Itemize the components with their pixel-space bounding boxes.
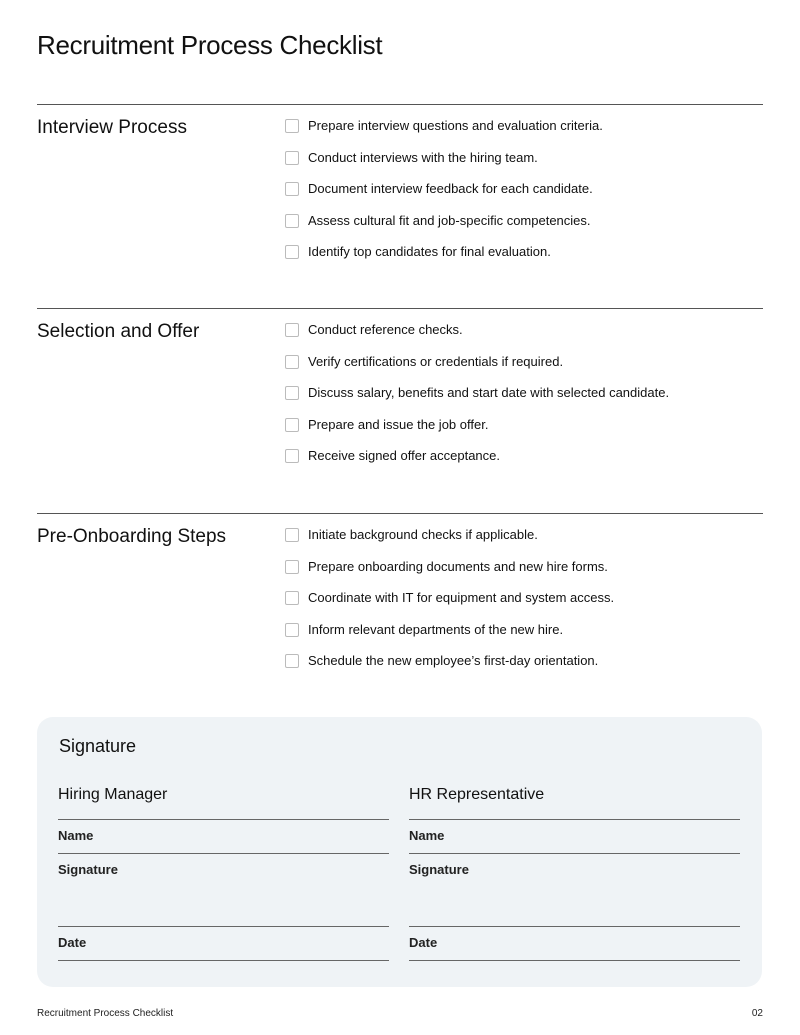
page-number: 02 <box>751 1008 763 1019</box>
divider <box>409 819 740 820</box>
column-title: HR Representative <box>409 786 545 803</box>
checklist-item[interactable] <box>285 181 603 213</box>
checklist-item[interactable] <box>285 118 603 150</box>
checkbox[interactable] <box>285 214 299 228</box>
name-field[interactable]: Name <box>409 828 445 843</box>
item-label: Discuss salary, benefits and start date with selected candidate. <box>308 385 670 400</box>
checkbox[interactable] <box>285 528 299 542</box>
checklist-section <box>37 513 763 717</box>
checklist <box>285 118 603 276</box>
checklist-item[interactable] <box>285 590 614 622</box>
column-title: Hiring Manager <box>58 786 168 803</box>
item-label: Coordinate with IT for equipment and system access. <box>308 590 615 605</box>
divider <box>58 853 389 854</box>
signature-column-hr-representative <box>409 717 740 987</box>
item-label: Prepare interview questions and evaluation criteria. <box>308 118 603 133</box>
signature-heading: Signature <box>59 736 137 756</box>
checklist-item[interactable] <box>285 448 669 480</box>
item-label: Assess cultural fit and job-specific competencies. <box>308 212 591 228</box>
signature-panel <box>37 717 762 987</box>
signature-column-hiring-manager <box>58 717 389 987</box>
checkbox[interactable] <box>285 355 299 369</box>
footer-title: Recruitment Process Checklist <box>37 1008 174 1019</box>
date-field[interactable]: Date <box>409 935 438 950</box>
item-label: Identify top candidates for final evaluation. <box>308 244 551 259</box>
divider <box>409 960 740 961</box>
checklist-item[interactable] <box>285 244 603 276</box>
checklist-item[interactable] <box>285 622 614 654</box>
checklist-item[interactable] <box>285 354 669 386</box>
checkbox[interactable] <box>285 119 299 133</box>
checkbox[interactable] <box>285 418 299 432</box>
checklist-item[interactable] <box>285 559 614 591</box>
item-label: Inform relevant departments of the new hire. <box>308 621 564 637</box>
divider <box>409 853 740 854</box>
item-label: Initiate background checks if applicable. <box>308 527 538 542</box>
item-label: Receive signed offer acceptance. <box>308 448 500 463</box>
checkbox[interactable] <box>285 560 299 574</box>
checklist-item[interactable] <box>285 213 603 245</box>
divider <box>409 926 740 927</box>
checkbox[interactable] <box>285 591 299 605</box>
signature-field[interactable]: Signature <box>409 862 469 877</box>
divider <box>58 960 389 961</box>
divider <box>58 819 389 820</box>
checklist <box>285 322 669 480</box>
item-label: Schedule the new employee’s first-day orientation. <box>308 653 599 668</box>
checkbox[interactable] <box>285 182 299 196</box>
checklist-section <box>37 104 763 308</box>
checklist <box>285 527 614 685</box>
item-label: Conduct reference checks. <box>308 322 463 337</box>
checkbox[interactable] <box>285 386 299 400</box>
checklist-item[interactable] <box>285 527 614 559</box>
checklist-section <box>37 308 763 512</box>
checklist-item[interactable] <box>285 322 669 354</box>
checklist-item[interactable] <box>285 417 669 449</box>
checkbox[interactable] <box>285 323 299 337</box>
checkbox[interactable] <box>285 623 299 637</box>
checkbox[interactable] <box>285 151 299 165</box>
divider <box>58 926 389 927</box>
section-heading: Selection and Offer <box>37 321 200 342</box>
checklist-item[interactable] <box>285 150 603 182</box>
item-label: Verify certifications or credentials if required. <box>308 353 564 369</box>
item-label: Document interview feedback for each candidate. <box>308 181 593 196</box>
date-field[interactable]: Date <box>58 935 87 950</box>
item-label: Prepare and issue the job offer. <box>308 416 489 432</box>
signature-field[interactable]: Signature <box>58 862 118 877</box>
name-field[interactable]: Name <box>58 828 94 843</box>
checkbox[interactable] <box>285 449 299 463</box>
checklist-item[interactable] <box>285 653 614 685</box>
checkbox[interactable] <box>285 245 299 259</box>
checklist-item[interactable] <box>285 385 669 417</box>
section-heading: Interview Process <box>37 117 187 138</box>
page-title: Recruitment Process Checklist <box>37 30 383 60</box>
item-label: Prepare onboarding documents and new hire forms. <box>308 558 608 574</box>
section-heading: Pre-Onboarding Steps <box>37 526 227 547</box>
checkbox[interactable] <box>285 654 299 668</box>
item-label: Conduct interviews with the hiring team. <box>308 149 538 165</box>
